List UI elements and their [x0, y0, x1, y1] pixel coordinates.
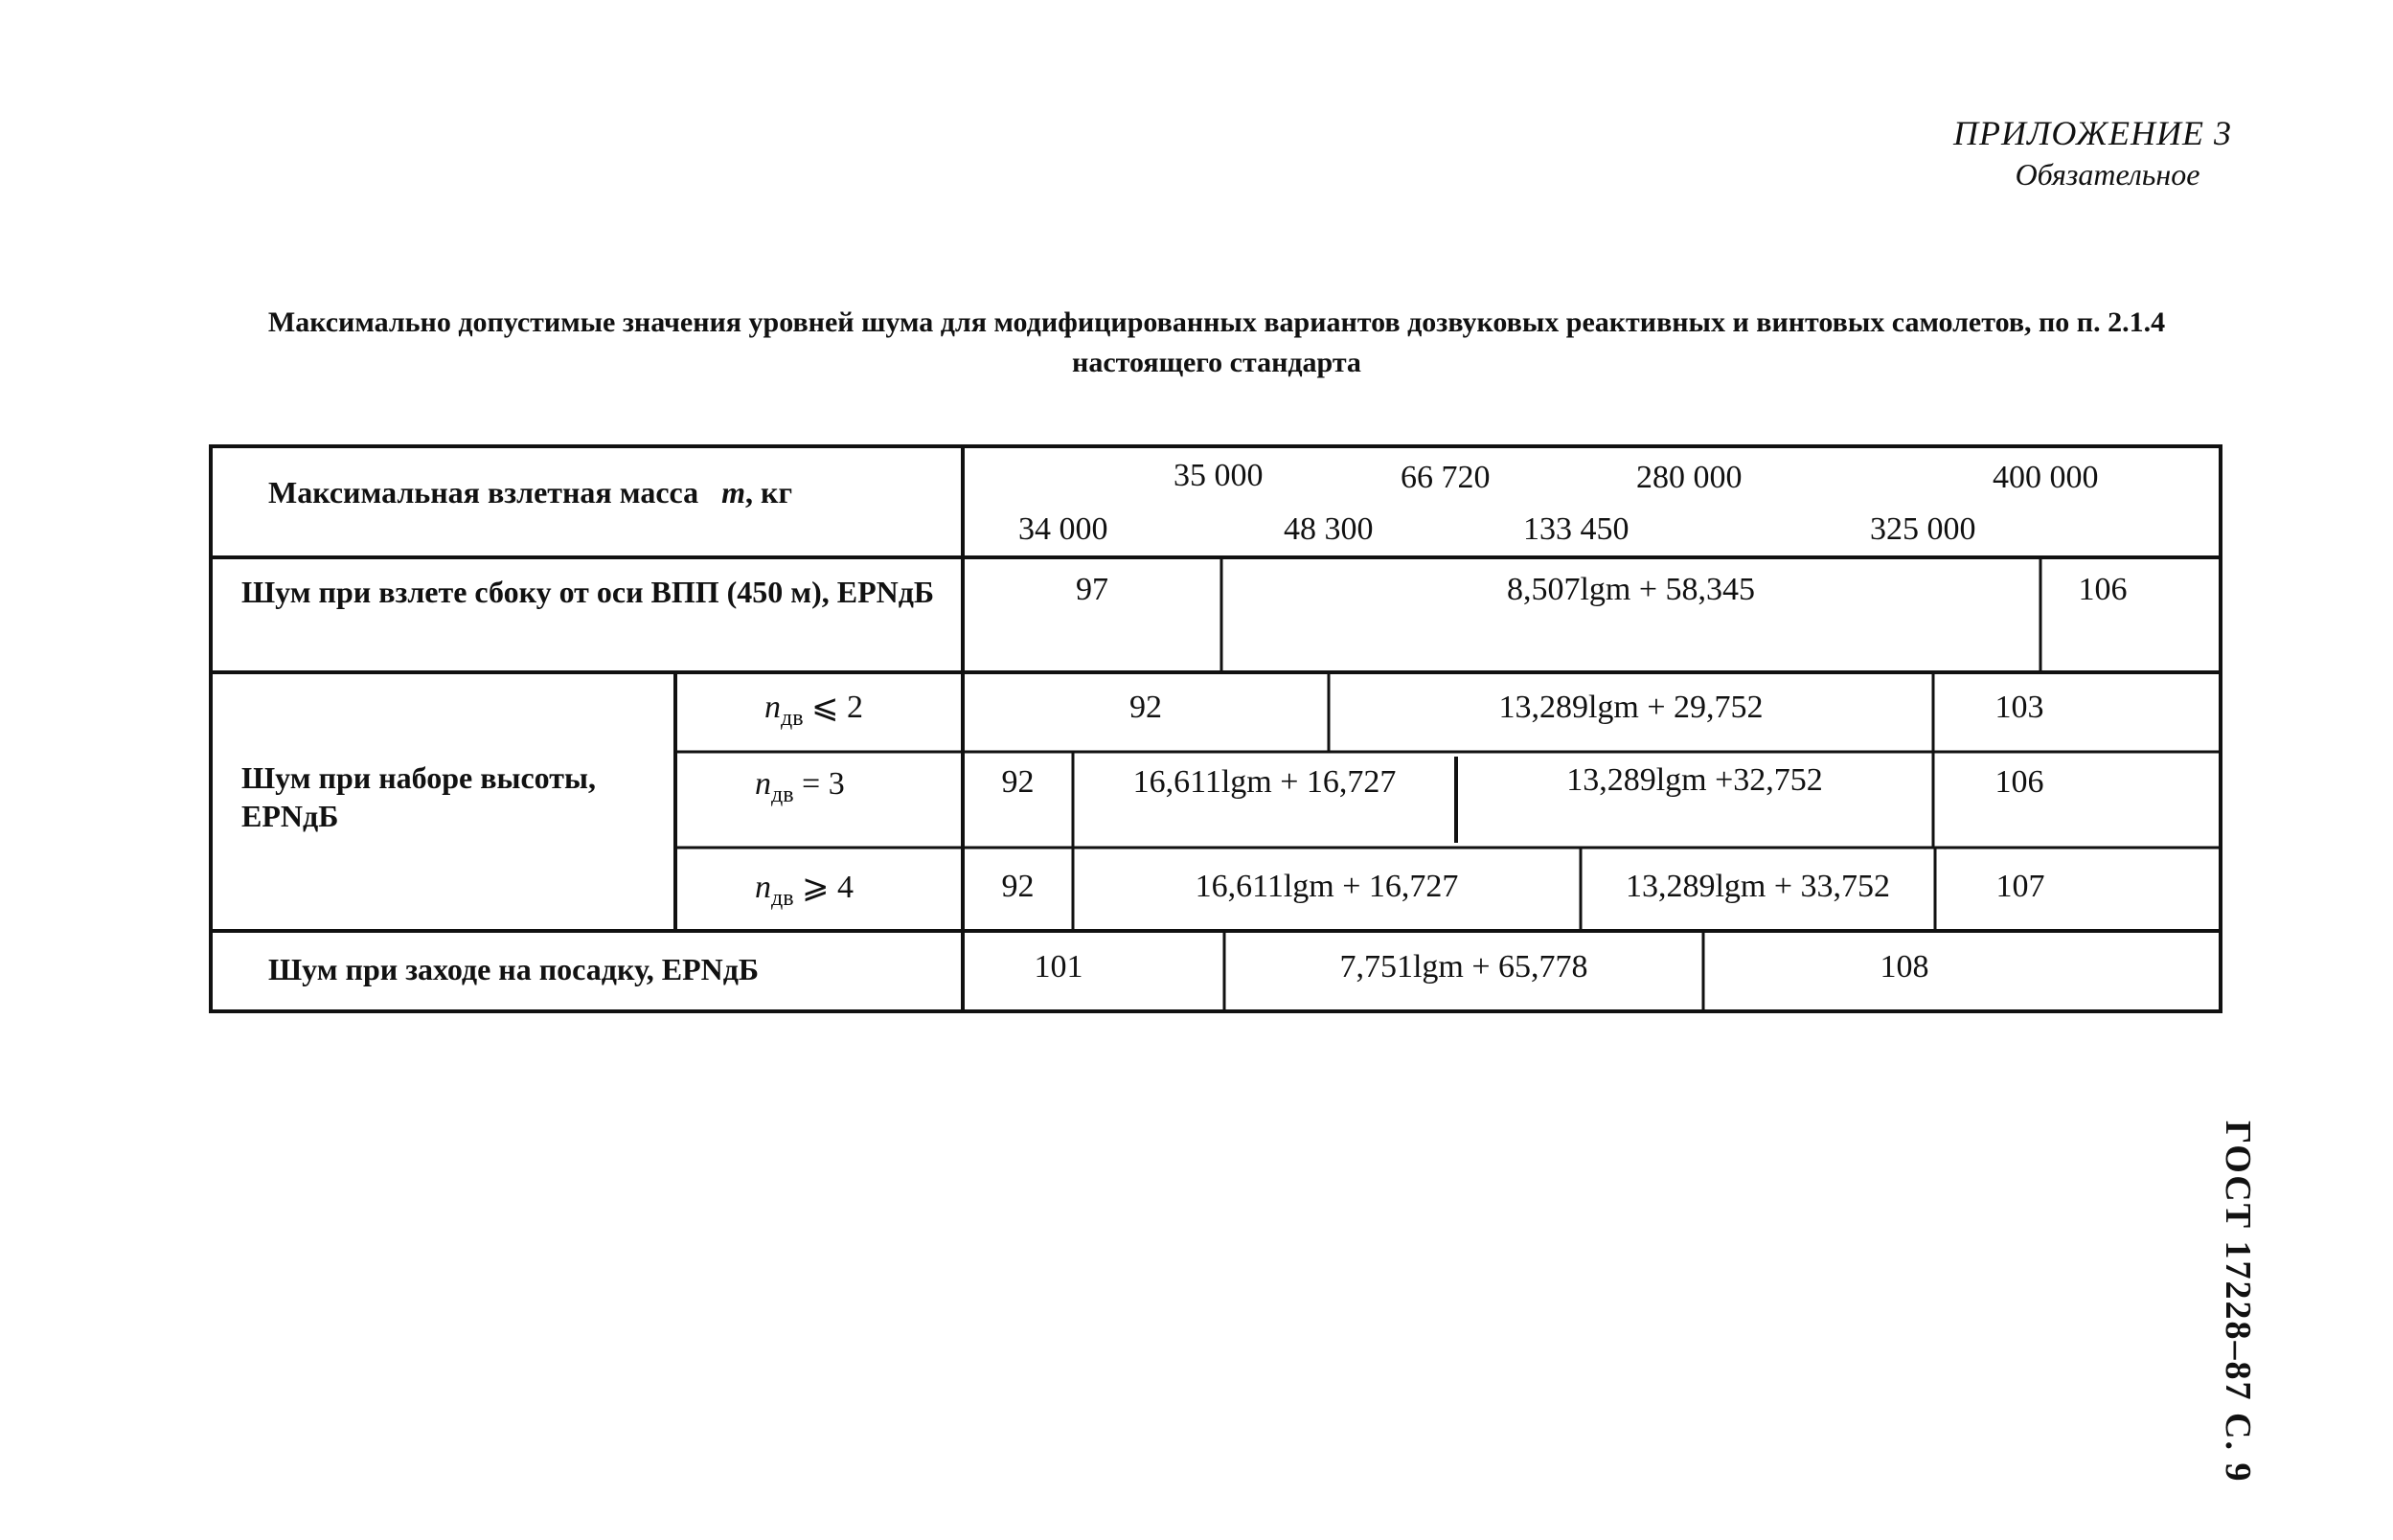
mass-top-2: 66 720: [1401, 460, 1491, 495]
mass-bottom-4: 325 000: [1870, 511, 1976, 547]
mass-top-4: 400 000: [1993, 460, 2099, 495]
climb4-formula-1: 16,611lgm + 16,727: [1195, 869, 1459, 904]
takeoff-formula: 8,507lgm + 58,345: [1506, 572, 1756, 607]
climb-label: Шум при наборе высоты, EPNдБ: [241, 760, 596, 833]
takeoff-value-2: 106: [2078, 572, 2128, 607]
mass-label: Максимальная взлетная масса m, кг: [268, 475, 792, 510]
approach-formula: 7,751lgm + 65,778: [1339, 949, 1588, 985]
table-caption: Максимально допустимые значения уровней шума для модифицированных вариантов дозвуковых реактивных и винтовых самолетов, по п. 2.1.4 настоящего стандарта: [267, 306, 2166, 378]
mass-top-1: 35 000: [1174, 458, 1264, 493]
climb3-formula-2: 13,289lgm +32,752: [1566, 762, 1823, 798]
standard-page-mark: ГОСТ 17228–87 С. 9: [2218, 1121, 2258, 1483]
mass-symbol: m: [721, 475, 745, 510]
engines-ge-4: $n_{дв}$ ⩾ 4: [755, 870, 855, 911]
approach-value-2: 108: [1880, 949, 1929, 985]
approach-value-1: 101: [1034, 949, 1083, 985]
climb4-value-1: 92: [1001, 869, 1035, 904]
mass-bottom-3: 133 450: [1523, 511, 1630, 547]
takeoff-value-1: 97: [1076, 572, 1108, 607]
climb2-value-2: 103: [1994, 690, 2044, 725]
climb3-value-2: 106: [1994, 764, 2044, 800]
climb3-formula-1: 16,611lgm + 16,727: [1132, 764, 1397, 800]
approach-label: Шум при заходе на посадку, EPNдБ: [268, 952, 760, 986]
appendix-status: Обязательное: [2015, 157, 2200, 192]
climb2-value-1: 92: [1129, 690, 1162, 725]
climb4-value-2: 107: [1995, 869, 2045, 904]
engines-eq-3: $n_{дв} = 3$: [755, 766, 845, 807]
climb3-value-1: 92: [1001, 764, 1035, 800]
mass-bottom-1: 34 000: [1018, 511, 1108, 547]
takeoff-label: Шум при взлете сбоку от оси ВПП (450 м), EPNдБ: [241, 575, 935, 609]
mass-bottom-2: 48 300: [1284, 511, 1374, 547]
climb2-formula: 13,289lgm + 29,752: [1498, 690, 1764, 725]
climb4-formula-2: 13,289lgm + 33,752: [1625, 869, 1891, 904]
engines-le-2: $n_{дв}$ ⩽ 2: [764, 690, 864, 731]
appendix-title: ПРИЛОЖЕНИЕ 3: [1953, 114, 2232, 152]
mass-top-3: 280 000: [1636, 460, 1743, 495]
